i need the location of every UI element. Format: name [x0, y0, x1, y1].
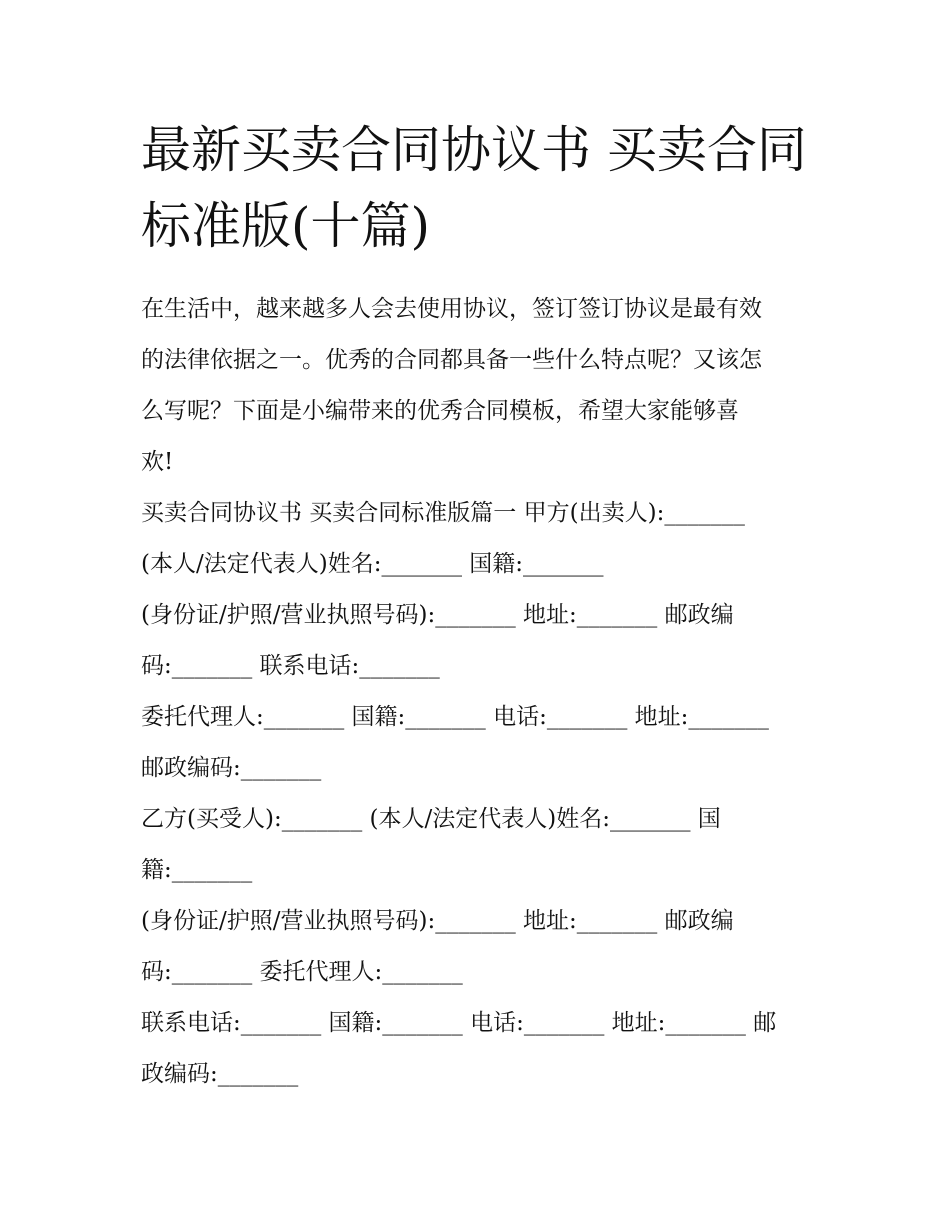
document-page — [141, 112, 821, 1100]
intro-line: 的法律依据之一。优秀的合同都具备一些什么特点呢？又该怎 — [141, 347, 762, 373]
intro-line: 在生活中，越来越多人会去使用协议，签订签订协议是最有效 — [141, 296, 762, 322]
document-title — [141, 112, 821, 264]
intro-line: 么写呢？下面是小编带来的优秀合同模板，希望大家能够喜 — [141, 398, 739, 424]
document-body — [141, 284, 821, 1100]
party-b-line: 籍:_______ — [141, 857, 253, 883]
party-b-line: 乙方(买受人):_______ (本人/法定代表人)姓名:_______ 国 — [141, 806, 721, 832]
party-b-line: 码:_______ 委托代理人:_______ — [141, 959, 463, 985]
party-b-line: 政编码:_______ — [141, 1061, 299, 1087]
title-line-2: 标准版(十篇) — [141, 197, 431, 255]
title-line-1: 最新买卖合同协议书 买卖合同 — [141, 121, 807, 179]
party-b-line: 联系电话:_______ 国籍:_______ 电话:_______ 地址:_______ 邮 — [141, 1010, 777, 1036]
party-a-line: 委托代理人:_______ 国籍:_______ 电话:_______ 地址:_______ — [141, 704, 769, 730]
party-a-line: (本人/法定代表人)姓名:_______ 国籍:_______ — [141, 551, 604, 577]
intro-line: 欢! — [141, 449, 174, 475]
party-a-line: 邮政编码:_______ — [141, 755, 322, 781]
party-b-line: (身份证/护照/营业执照号码):_______ 地址:_______ 邮政编 — [141, 908, 734, 934]
party-a-line: 码:_______ 联系电话:_______ — [141, 653, 440, 679]
party-a-line: (身份证/护照/营业执照号码):_______ 地址:_______ 邮政编 — [141, 602, 734, 628]
party-a-line: 买卖合同协议书 买卖合同标准版篇一 甲方(出卖人):_______ — [141, 500, 745, 526]
